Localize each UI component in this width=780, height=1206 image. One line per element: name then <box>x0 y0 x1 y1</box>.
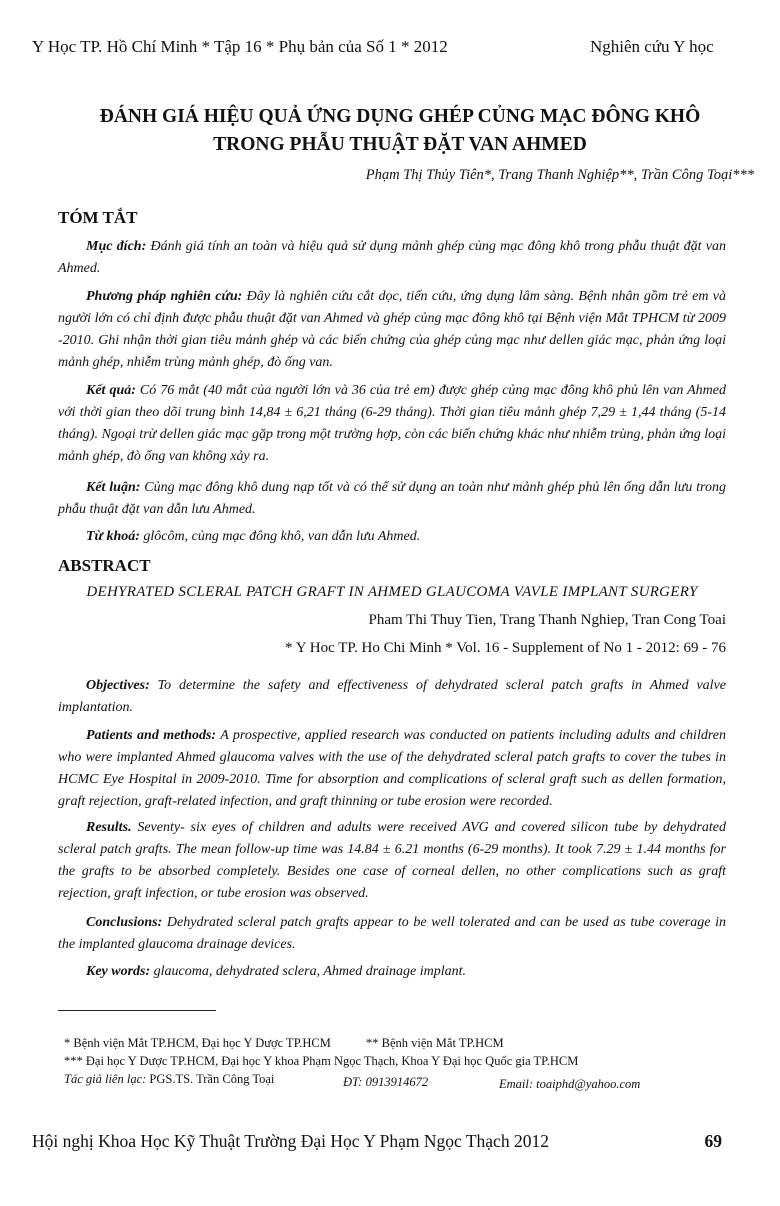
abstract-citation: * Y Hoc TP. Ho Chi Minh * Vol. 16 - Supplement of No 1 - 2012: 69 - 76 <box>285 640 726 656</box>
paragraph-phuong-phap: Phương pháp nghiên cứu: Đây là nghiên cứu cắt dọc, tiến cứu, ứng dụng lâm sàng. Bệnh nhân gồm trẻ em và người lớn có chỉ định được phẫu thuật đặt van Ahmed và ghép củng mạc đông khô tại Bệnh viện Mắt TPHCM từ 2009 -2010. Ghi nhận thời gian tiêu mảnh ghép và các biến chứng của ghép củng mạc như dellen giác mạc, phản ứng loại mảnh ghép, nhiễm trùng mảnh ghép, đò ống van. <box>58 289 726 370</box>
running-header-section: Nghiên cứu Y học <box>590 37 714 56</box>
label-ket-luan: Kết luận: <box>86 480 141 495</box>
label-methods: Patients and methods: <box>86 728 217 743</box>
label-muc-dich: Mục đích: <box>86 239 147 254</box>
contact-phone: ĐT: 0913914672 <box>343 1075 429 1089</box>
label-objectives: Objectives: <box>86 678 150 693</box>
abstract-title: DEHYRATED SCLERAL PATCH GRAFT IN AHMED GLAUCOMA VAVLE IMPLANT SURGERY <box>86 584 698 600</box>
contact-label: Tác giả liên lạc: <box>64 1072 147 1086</box>
page-number: 69 <box>704 1131 722 1151</box>
footnote-affiliation-3: *** Đại học Y Dược TP.HCM, Đại học Y khoa Phạm Ngọc Thạch, Khoa Y Đại học Quốc gia TP.HCM <box>64 1054 579 1068</box>
label-results: Results. <box>86 820 132 835</box>
label-conclusions: Conclusions: <box>86 915 163 930</box>
article-title <box>60 103 740 159</box>
paragraph-results: Results. Seventy- six eyes of children and adults were received AVG and covered silicon tube by dehydrated scleral patch grafts. The mean follow-up time was 14.84 ± 6.21 months (6-29 months). It took 7.29 ± 1.44 months for the grafts to be absorbed completely. Besides one case of corneal dellen, no other complications such as graft rejection, graft infection, or tube erosion was observed. <box>58 820 726 901</box>
paragraph-ket-qua: Kết quả: Có 76 mắt (40 mắt của người lớn và 36 của trẻ em) được ghép củng mạc đông khô phủ lên van Ahmed với thời gian theo dõi trung bình 14,84 ± 6,21 tháng (6-29 tháng). Thời gian tiêu mảnh ghép 7,29 ± 1,44 tháng (5-14 tháng). Ngoại trừ dellen giác mạc gặp trong một trường hợp, còn các biến chứng khác như nhiễm trùng, phản ứng loại mảnh ghép, đò ống van không xảy ra. <box>58 383 727 464</box>
label-tu-khoa: Từ khoá: <box>86 529 140 544</box>
footnote-affiliation-2: ** Bệnh viện Mắt TP.HCM <box>366 1036 504 1050</box>
title-line-1: ĐÁNH GIÁ HIỆU QUẢ ỨNG DỤNG GHÉP CỦNG MẠC ĐÔNG KHÔ <box>99 106 701 127</box>
label-ket-qua: Kết quả: <box>86 383 136 398</box>
label-phuong-phap: Phương pháp nghiên cứu: <box>86 289 243 304</box>
contact-name: PGS.TS. Trần Công Toại <box>146 1072 275 1086</box>
paragraph-conclusions: Conclusions: Dehydrated scleral patch grafts appear to be well tolerated and can be used as tube coverage in the implanted glaucoma drainage devices. <box>58 915 726 952</box>
paragraph-keywords: Key words: glaucoma, dehydrated sclera, Ahmed drainage implant. <box>86 964 467 979</box>
paragraph-ket-luan: Kết luận: Củng mạc đông khô dung nạp tốt và có thể sử dụng an toàn như mảnh ghép phủ lên ống dẫn lưu trong phẫu thuật đặt van dẫn lưu Ahmed. <box>58 480 726 517</box>
footnote-contact <box>64 1070 274 1088</box>
footnote-separator <box>58 1010 216 1011</box>
paragraph-objectives: Objectives: To determine the safety and effectiveness of dehydrated scleral patch grafts in Ahmed valve implantation. <box>58 678 726 715</box>
paragraph-methods: Patients and methods: A prospective, applied research was conducted on patients including adults and children who were implanted Ahmed glaucoma valves with the use of the dehydrated scleral patch grafts to cover the tubes in HCMC Eye Hospital in 2009-2010. Time for absorption and complications of scleral graft such as dellen formation, graft rejection, graft-related infection, and graft thinning or tube erosion were recorded. <box>58 728 726 809</box>
authors-vietnamese: Phạm Thị Thủy Tiên*, Trang Thanh Nghiệp**, Trần Công Toại*** <box>365 167 754 183</box>
footnote-affiliation-1: * Bệnh viện Mắt TP.HCM, Đại học Y Dược TP.HCM <box>64 1036 331 1050</box>
paragraph-muc-dich: Mục đích: Đánh giá tính an toàn và hiệu quả sử dụng mảnh ghép củng mạc đông khô trong phẫu thuật đặt van Ahmed. <box>58 239 726 276</box>
label-keywords: Key words: <box>86 964 151 979</box>
section-heading-abstract: ABSTRACT <box>58 556 151 575</box>
section-heading-tom-tat: TÓM TẮT <box>58 208 138 227</box>
contact-email: Email: toaiphd@yahoo.com <box>499 1077 641 1091</box>
title-line-2: TRONG PHẪU THUẬT ĐẶT VAN AHMED <box>213 134 587 155</box>
running-header-journal: Y Học TP. Hồ Chí Minh * Tập 16 * Phụ bản của Số 1 * 2012 <box>32 37 448 56</box>
paragraph-tu-khoa: Từ khoá: glôcôm, củng mạc đông khô, van dẫn lưu Ahmed. <box>86 529 421 544</box>
abstract-authors: Pham Thi Thuy Tien, Trang Thanh Nghiep, Tran Cong Toai <box>368 612 726 628</box>
footer-conference: Hội nghị Khoa Học Kỹ Thuật Trường Đại Học Y Phạm Ngọc Thạch 2012 <box>32 1131 549 1151</box>
